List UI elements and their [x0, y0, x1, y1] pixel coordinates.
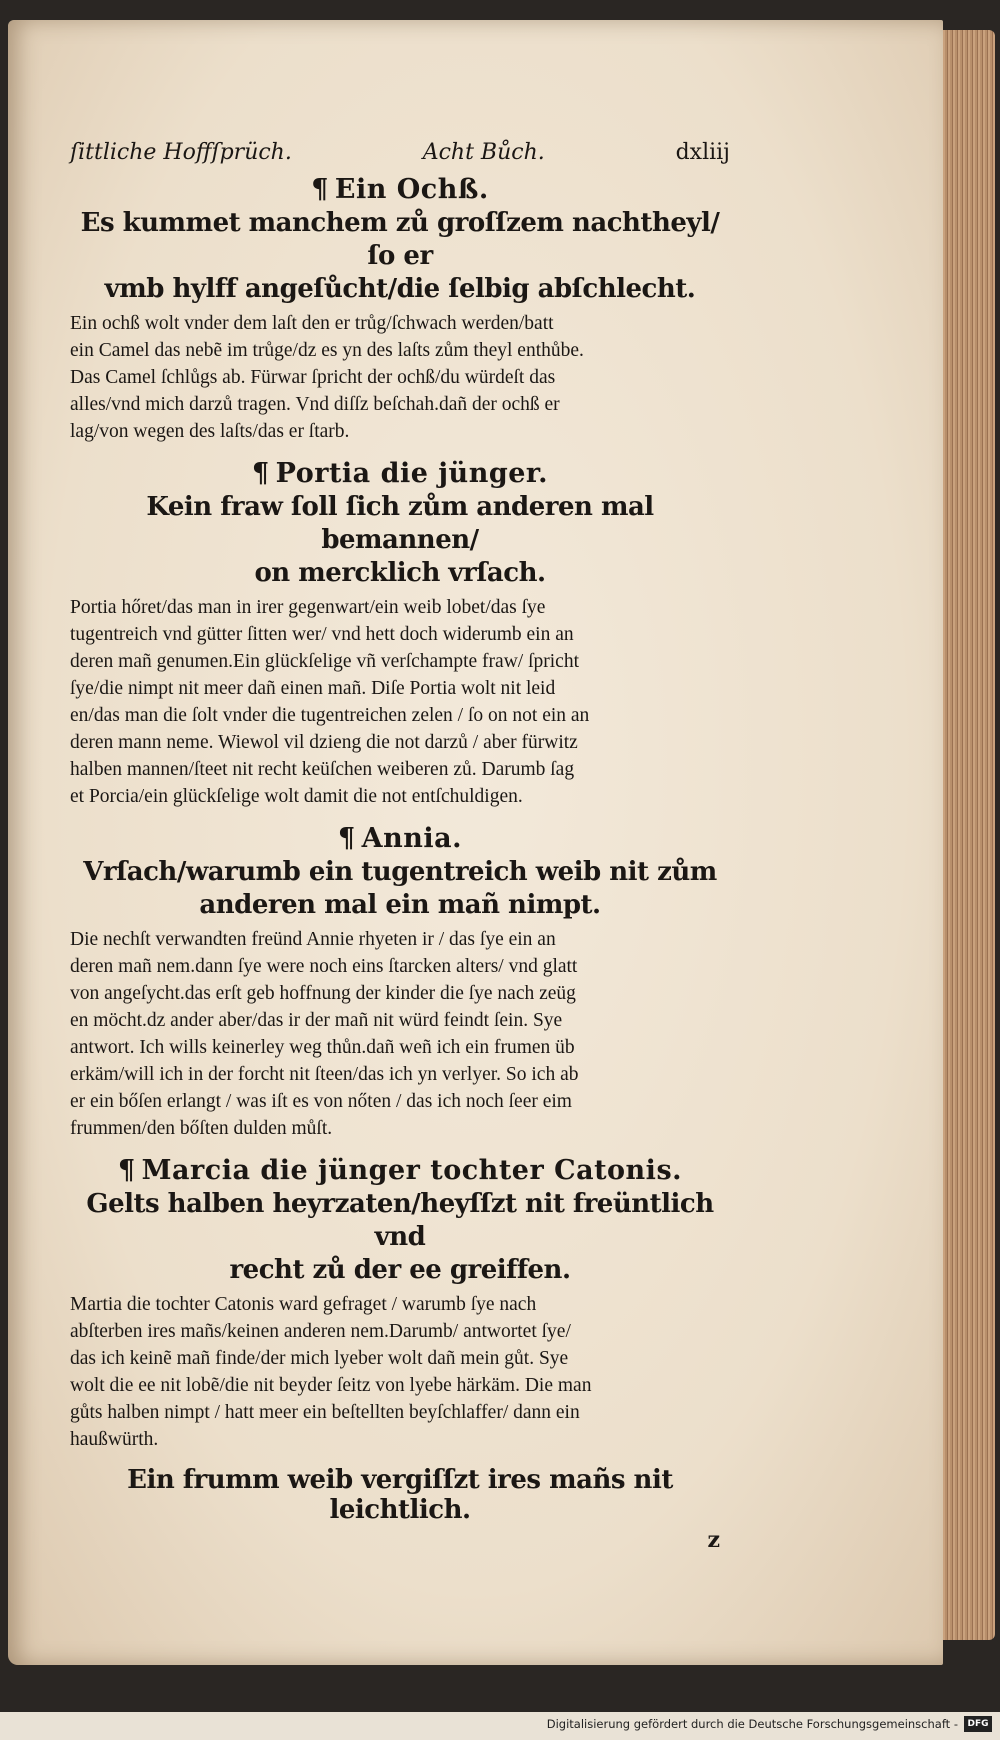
section-heading: ¶ Portia die jünger. [251, 458, 549, 489]
section-motto: Es kummet manchem zů groſſzem nachtheyl/ſo er vmb hylff angeſůcht/die ſelbig abſchlecht. [80, 208, 720, 304]
section-body: Portia hőret/das man in irer gegenwart/ein weib lobet/das ſye tugentreich vnd gütter ſitten wer/ vnd hett doch widerumb ein an deren mañ genumen.Ein glückſelige vñ verſchampte fraw/ ſpricht ſye/die nimpt nit meer dañ einen mañ. Diſe Portia wolt nit leid en/das man die ſolt vnder die tugentreichen zelen / ſo on not ein an deren mann neme. Wiewol vil dzieng die not darzů / aber fürwitz halben mannen/ſteet nit recht keüſchen weiberen zů. Darumb ſag et Porcia/ein glückſelige wolt damit die not entſchuldigen. [70, 597, 590, 807]
page-content [70, 140, 730, 1553]
section-motto: Kein fraw ſoll ſich zům anderen mal bemannen/ on mercklich vrſach. [146, 492, 654, 588]
section-heading: ¶ Ein Ochß. [311, 174, 489, 205]
closing-motto: Ein frumm weib vergiſſzt ires mañs nit leichtlich. [127, 1465, 673, 1525]
section-body: Ein ochß wolt vnder dem laſt den er trůg/ſchwach werden/batt ein Camel das nebẽ im trůge/dz es yn des laſts zům theyl enthůbe. Das Camel ſchlůgs ab. Fürwar ſpricht der ochß/du würdeſt das alles/vnd mich darzů tragen. Vnd diſſz beſchah.dañ der ochß er lag/von wegen des laſts/das er ſtarb. [70, 313, 584, 442]
anecdote-marcia [70, 1154, 730, 1453]
running-head-left: ſittliche Hoffſprüch. [70, 140, 292, 165]
pilcrow-icon: ¶ [251, 458, 270, 489]
section-heading: ¶ Marcia die jünger tochter Catonis. [117, 1155, 683, 1186]
anecdote-annia [70, 822, 730, 1142]
folio-number: dxliij [675, 140, 730, 165]
anecdote-portia [70, 457, 730, 810]
section-motto: Gelts halben heyrzaten/heyſſzt nit freüntlich vnd recht zů der ee greiffen. [86, 1189, 714, 1285]
pilcrow-icon: ¶ [311, 174, 329, 205]
section-heading: ¶ Annia. [337, 823, 463, 854]
catchword: z [707, 1527, 720, 1553]
page-edges [940, 30, 995, 1640]
dfg-logo-icon: DFG [964, 1716, 992, 1732]
running-head [70, 140, 730, 165]
pilcrow-icon: ¶ [117, 1155, 136, 1186]
footer-credit: Digitalisierung gefördert durch die Deutsche Forschungsgemeinschaft - [546, 1717, 958, 1731]
section-motto: Vrſach/warumb ein tugentreich weib nit zům anderen mal ein mañ nimpt. [83, 857, 717, 920]
section-body: Martia die tochter Catonis ward gefraget / warumb ſye nach abſterben ires mañs/keinen anderen nem.Darumb/ antwortet ſye/ das ich keinẽ mañ finde/der mich lyeber wolt dañ mein gůt. Sye wolt die ee nit lobẽ/die nit beyder ſeitz von lyebe härkäm. Die man gůts halben nimpt / hatt meer ein beſtellten beyſchlaffer/ dann ein haußwürth. [70, 1294, 592, 1450]
section-body: Die nechſt verwandten freünd Annie rhyeten ir / das ſye ein an deren mañ nem.dann ſye were noch eins ſtarcken alters/ vnd glatt von angeſycht.das erſt geb hoffnung der kinder die ſye nach zeüg en möcht.dz ander aber/das ir der mañ nit würd feindt ſein. Sye antwort. Ich wills keinerley weg thůn.dañ weñ ich ein frumen üb erkäm/will ich in der forcht nit ſteen/das ich yn verlyer. So ich ab er ein bőſen erlangt / was iſt es von nőten / das ich noch ſeer eim frummen/den bőſten dulden můſt. [70, 929, 579, 1139]
pilcrow-icon: ¶ [337, 823, 356, 854]
running-head-center: Acht Bůch. [422, 140, 545, 165]
fable-ox [70, 173, 730, 445]
